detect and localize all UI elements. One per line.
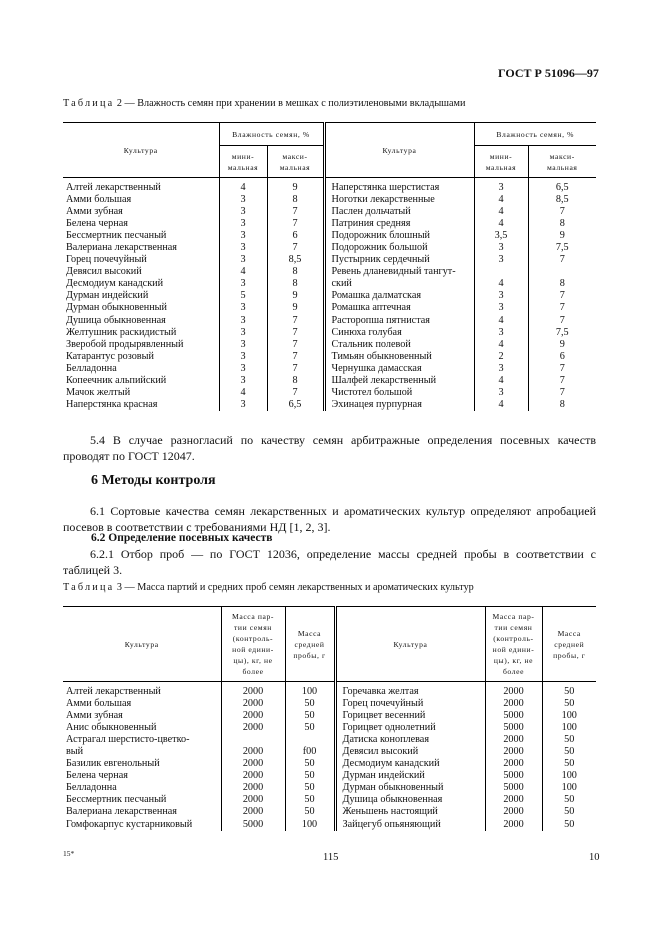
cell-sample-left: 50 bbox=[285, 722, 335, 734]
cell-name-left: Астрагал шерстисто-цветко- bbox=[66, 734, 190, 746]
cell-sample-left: 50 bbox=[285, 794, 335, 806]
table-row bbox=[63, 758, 596, 770]
table-row bbox=[63, 710, 596, 722]
table-row bbox=[63, 230, 596, 242]
cell-min-left: 5 bbox=[219, 290, 267, 302]
cell-min-right: 3 bbox=[474, 387, 528, 399]
table-row bbox=[63, 375, 596, 387]
cell-max-right: 7,5 bbox=[528, 242, 596, 254]
cell-min-left: 3 bbox=[219, 351, 267, 363]
table-row bbox=[63, 178, 596, 195]
cell-min-right: 3 bbox=[474, 327, 528, 339]
cell-sample-right: 50 bbox=[542, 806, 596, 818]
cell-min-left: 3 bbox=[219, 218, 267, 230]
t3-header-sample-right: Масса средней пробы, г bbox=[542, 607, 596, 682]
cell-max-right: 7 bbox=[528, 302, 596, 314]
cell-sample-right: 100 bbox=[542, 782, 596, 794]
cell-min-right bbox=[474, 266, 528, 278]
table-row bbox=[63, 399, 596, 411]
cell-name-right: Наперстянка шерстистая bbox=[324, 178, 474, 195]
cell-name-right: Подорожник большой bbox=[324, 242, 474, 254]
cell-max-left: 8 bbox=[267, 266, 324, 278]
cell-min-left: 4 bbox=[219, 266, 267, 278]
cell-name-left: Алтей лекарственный bbox=[66, 686, 161, 697]
table-row bbox=[63, 339, 596, 351]
cell-name-right: Датиска коноплевая bbox=[335, 734, 485, 746]
cell-sample-left: f00 bbox=[285, 746, 335, 758]
cell-sample-right: 50 bbox=[542, 682, 596, 699]
cell-name-right: Патриния средняя bbox=[324, 218, 474, 230]
cell-min-right: 4 bbox=[474, 278, 528, 290]
cell-min-left: 3 bbox=[219, 302, 267, 314]
cell-lot-left: 2000 bbox=[221, 782, 285, 794]
table-row bbox=[63, 194, 596, 206]
cell-lot-left: 5000 bbox=[221, 819, 285, 831]
cell-name-right: Стальник полевой bbox=[324, 339, 474, 351]
cell-min-right: 4 bbox=[474, 218, 528, 230]
cell-name-left: Валериана лекарственная bbox=[66, 242, 177, 254]
cell-min-left: 3 bbox=[219, 194, 267, 206]
cell-name-left: Алтей лекарственный bbox=[66, 182, 161, 193]
cell-sample-right: 50 bbox=[542, 794, 596, 806]
cell-name-left: Зверобой продырявленный bbox=[66, 338, 184, 350]
table-row bbox=[63, 770, 596, 782]
cell-sample-right: 50 bbox=[542, 734, 596, 746]
table2-caption-text: 2 — Влажность семян при хранении в мешках с полиэтиленовыми вкладышами bbox=[114, 98, 466, 109]
cell-name-left: Амми большая bbox=[66, 194, 132, 206]
cell-lot-left: 2000 bbox=[221, 722, 285, 734]
cell-name-right: Подорожник блошный bbox=[324, 230, 474, 242]
cell-max-right: 7 bbox=[528, 375, 596, 387]
t3-header-lot-left: Масса пар- тии семян (контроль- ной едини- цы), кг, не более bbox=[221, 607, 285, 682]
cell-lot-right: 2000 bbox=[485, 746, 542, 758]
cell-min-left: 3 bbox=[219, 278, 267, 290]
table-row bbox=[63, 682, 596, 699]
cell-name-right: Шалфей лекарственный bbox=[324, 375, 474, 387]
cell-max-right: 7 bbox=[528, 290, 596, 302]
cell-lot-right: 2000 bbox=[485, 734, 542, 746]
cell-name-right: Десмодиум канадский bbox=[335, 758, 485, 770]
cell-name-left: Дурман индейский bbox=[66, 290, 149, 302]
page-number: 115 bbox=[323, 852, 339, 863]
cell-name-right: Душица обыкновенная bbox=[335, 794, 485, 806]
cell-max-left: 7 bbox=[267, 242, 324, 254]
cell-max-left: 8 bbox=[267, 278, 324, 290]
table-row bbox=[63, 698, 596, 710]
cell-max-left: 8 bbox=[267, 375, 324, 387]
cell-name-left: Амми зубная bbox=[66, 206, 123, 218]
cell-lot-right: 2000 bbox=[485, 682, 542, 699]
cell-name-left: Амми зубная bbox=[66, 710, 123, 722]
table-row bbox=[63, 746, 596, 758]
cell-name-right: Горицвет однолетний bbox=[335, 722, 485, 734]
cell-sample-left: 50 bbox=[285, 710, 335, 722]
cell-name-left: Дурман обыкновенный bbox=[66, 302, 167, 314]
t2-header-max-left: макси- мальная bbox=[267, 146, 324, 178]
cell-min-left: 3 bbox=[219, 206, 267, 218]
subsection-heading-6-2: 6.2 Определение посевных качеств bbox=[91, 532, 273, 544]
cell-max-left: 9 bbox=[267, 290, 324, 302]
cell-name-left: Бессмертник песчаный bbox=[66, 794, 167, 806]
cell-min-left: 3 bbox=[219, 327, 267, 339]
cell-max-right: 8 bbox=[528, 218, 596, 230]
section-heading-6: 6 Методы контроля bbox=[91, 473, 216, 488]
cell-name-left: Белладонна bbox=[66, 782, 117, 794]
cell-name-right: ский bbox=[324, 278, 474, 290]
cell-max-left: 7 bbox=[267, 363, 324, 375]
cell-min-left: 3 bbox=[219, 242, 267, 254]
cell-name-left: Белладонна bbox=[66, 362, 117, 374]
table3-caption-text: 3 — Масса партий и средних проб семян лекарственных и ароматических культур bbox=[114, 582, 474, 593]
cell-max-left: 7 bbox=[267, 327, 324, 339]
cell-name-right: Горицвет весенний bbox=[335, 710, 485, 722]
cell-max-right: 9 bbox=[528, 230, 596, 242]
cell-sample-right: 100 bbox=[542, 722, 596, 734]
cell-name-right: Дурман индейский bbox=[335, 770, 485, 782]
cell-min-right: 3 bbox=[474, 363, 528, 375]
cell-min-right: 4 bbox=[474, 194, 528, 206]
cell-max-right: 6,5 bbox=[528, 178, 596, 195]
table-row bbox=[63, 782, 596, 794]
cell-name-left: Душица обыкновенная bbox=[66, 314, 166, 326]
table-row bbox=[63, 254, 596, 266]
cell-name-left: Валериана лекарственная bbox=[66, 806, 177, 818]
table-row bbox=[63, 734, 596, 746]
cell-name-left: Катарантус розовый bbox=[66, 350, 154, 362]
cell-name-right: Горец почечуйный bbox=[335, 698, 485, 710]
cell-sample-right: 100 bbox=[542, 770, 596, 782]
table-row bbox=[63, 266, 596, 278]
t3-header-sample-left: Масса средней пробы, г bbox=[285, 607, 335, 682]
cell-lot-right: 5000 bbox=[485, 782, 542, 794]
cell-sample-left: 100 bbox=[285, 682, 335, 699]
cell-max-left: 6 bbox=[267, 230, 324, 242]
table2 bbox=[63, 122, 596, 411]
cell-lot-right: 2000 bbox=[485, 819, 542, 831]
cell-max-right: 9 bbox=[528, 339, 596, 351]
cell-name-right: Ревень дланевидный тангут- bbox=[324, 266, 474, 278]
cell-lot-left: 2000 bbox=[221, 806, 285, 818]
t2-header-min-right: мини- мальная bbox=[474, 146, 528, 178]
table2-caption bbox=[63, 98, 465, 109]
cell-name-right: Эхинацея пурпурная bbox=[324, 399, 474, 411]
cell-lot-right: 5000 bbox=[485, 710, 542, 722]
table2-caption-word: Таблица bbox=[63, 98, 115, 109]
cell-name-right: Девясил высокий bbox=[335, 746, 485, 758]
cell-max-right bbox=[528, 266, 596, 278]
table-row bbox=[63, 794, 596, 806]
table-row bbox=[63, 278, 596, 290]
cell-max-left: 7 bbox=[267, 387, 324, 399]
cell-max-left: 9 bbox=[267, 302, 324, 314]
paragraph-6-1: 6.1 Сортовые качества семян лекарственных и ароматических культур определяют апробацией посевов в соответствии с требованиями НД [1, 2, 3]. bbox=[63, 504, 596, 534]
cell-name-right: Чернушка дамасская bbox=[324, 363, 474, 375]
cell-name-right: Синюха голубая bbox=[324, 327, 474, 339]
cell-sample-left bbox=[285, 734, 335, 746]
table3 bbox=[63, 606, 596, 831]
t2-header-culture-left: Культура bbox=[63, 123, 219, 178]
cell-lot-left: 2000 bbox=[221, 746, 285, 758]
cell-lot-right: 5000 bbox=[485, 770, 542, 782]
cell-min-left: 4 bbox=[219, 178, 267, 195]
cell-name-left: Копеечник альпийский bbox=[66, 374, 167, 386]
t2-header-moisture-left: Влажность семян, % bbox=[219, 123, 324, 146]
table-row bbox=[63, 387, 596, 399]
cell-max-left: 7 bbox=[267, 339, 324, 351]
cell-lot-left: 2000 bbox=[221, 682, 285, 699]
t2-header-max-right: макси- мальная bbox=[528, 146, 596, 178]
cell-min-left: 3 bbox=[219, 375, 267, 387]
cell-max-left: 8 bbox=[267, 194, 324, 206]
t3-header-culture-right: Культура bbox=[335, 607, 485, 682]
cell-min-left: 3 bbox=[219, 230, 267, 242]
table-row bbox=[63, 206, 596, 218]
table-row bbox=[63, 327, 596, 339]
t3-header-culture-left: Культура bbox=[63, 607, 221, 682]
cell-name-left: Наперстянка красная bbox=[66, 398, 158, 410]
cell-sample-left: 50 bbox=[285, 758, 335, 770]
cell-max-right: 8,5 bbox=[528, 194, 596, 206]
cell-lot-left: 2000 bbox=[221, 758, 285, 770]
paragraph-5-4: 5.4 В случае разногласий по качеству семян арбитражные определения посевных качеств проводят по ГОСТ 12047. bbox=[63, 433, 596, 463]
cell-lot-right: 5000 bbox=[485, 722, 542, 734]
cell-max-left: 7 bbox=[267, 315, 324, 327]
cell-lot-left: 2000 bbox=[221, 698, 285, 710]
cell-max-right: 7 bbox=[528, 254, 596, 266]
cell-max-left: 7 bbox=[267, 351, 324, 363]
cell-max-right: 8 bbox=[528, 399, 596, 411]
cell-lot-right: 2000 bbox=[485, 758, 542, 770]
cell-max-right: 7 bbox=[528, 315, 596, 327]
t2-header-min-left: мини- мальная bbox=[219, 146, 267, 178]
cell-name-left: Девясил высокий bbox=[66, 266, 142, 278]
table3-body bbox=[63, 682, 596, 831]
cell-min-left: 3 bbox=[219, 254, 267, 266]
table-row bbox=[63, 218, 596, 230]
cell-lot-left: 2000 bbox=[221, 710, 285, 722]
cell-lot-left: 2000 bbox=[221, 770, 285, 782]
cell-sample-left: 100 bbox=[285, 819, 335, 831]
cell-min-right: 3 bbox=[474, 290, 528, 302]
table3-caption bbox=[63, 582, 474, 593]
cell-min-right: 3,5 bbox=[474, 230, 528, 242]
cell-lot-right: 2000 bbox=[485, 806, 542, 818]
cell-name-right: Чистотел большой bbox=[324, 387, 474, 399]
cell-name-right: Паслен дольчатый bbox=[324, 206, 474, 218]
cell-name-right: Расторопша пятнистая bbox=[324, 315, 474, 327]
cell-name-left: Белена черная bbox=[66, 770, 128, 782]
table-row bbox=[63, 819, 596, 831]
cell-max-left: 7 bbox=[267, 218, 324, 230]
cell-min-left: 3 bbox=[219, 315, 267, 327]
cell-name-left: Белена черная bbox=[66, 218, 128, 230]
cell-name-left: Десмодиум канадский bbox=[66, 278, 164, 290]
cell-sample-right: 50 bbox=[542, 758, 596, 770]
cell-name-right: Дурман обыкновенный bbox=[335, 782, 485, 794]
cell-name-left: Желтушник раскидистый bbox=[66, 326, 177, 338]
t3-header-lot-right: Масса пар- тии семян (контроль- ной едини- цы), кг, не более bbox=[485, 607, 542, 682]
cell-lot-right: 2000 bbox=[485, 794, 542, 806]
cell-min-left: 3 bbox=[219, 363, 267, 375]
footer-left: 15* bbox=[63, 849, 75, 858]
cell-min-left: 3 bbox=[219, 399, 267, 411]
cell-name-left: Анис обыкновенный bbox=[66, 722, 157, 734]
table-row bbox=[63, 302, 596, 314]
cell-sample-left: 50 bbox=[285, 806, 335, 818]
cell-min-right: 2 bbox=[474, 351, 528, 363]
cell-name-left: Горец почечуйный bbox=[66, 254, 147, 266]
cell-name-left: вый bbox=[66, 746, 84, 758]
table-row bbox=[63, 242, 596, 254]
cell-sample-left: 50 bbox=[285, 770, 335, 782]
cell-name-left: Гомфокарпус кустарниковый bbox=[66, 818, 193, 830]
cell-name-right: Женьшень настоящий bbox=[335, 806, 485, 818]
cell-min-right: 3 bbox=[474, 302, 528, 314]
cell-max-left: 6,5 bbox=[267, 399, 324, 411]
cell-lot-right: 2000 bbox=[485, 698, 542, 710]
cell-name-right: Тимьян обыкновенный bbox=[324, 351, 474, 363]
cell-max-right: 7,5 bbox=[528, 327, 596, 339]
cell-lot-left bbox=[221, 734, 285, 746]
table-row bbox=[63, 351, 596, 363]
cell-sample-left: 50 bbox=[285, 698, 335, 710]
cell-name-right: Ромашка аптечная bbox=[324, 302, 474, 314]
cell-lot-left: 2000 bbox=[221, 794, 285, 806]
cell-name-right: Ноготки лекарственные bbox=[324, 194, 474, 206]
cell-min-right: 3 bbox=[474, 178, 528, 195]
table-row bbox=[63, 806, 596, 818]
cell-name-left: Амми большая bbox=[66, 698, 132, 710]
cell-max-right: 6 bbox=[528, 351, 596, 363]
cell-name-right: Ромашка далматская bbox=[324, 290, 474, 302]
cell-sample-right: 50 bbox=[542, 698, 596, 710]
cell-max-left: 7 bbox=[267, 206, 324, 218]
cell-max-right: 7 bbox=[528, 206, 596, 218]
cell-min-left: 3 bbox=[219, 339, 267, 351]
cell-name-left: Мачок желтый bbox=[66, 386, 131, 398]
footer-right: 10 bbox=[589, 852, 600, 863]
cell-name-right: Зайцегуб опьяняющий bbox=[335, 819, 485, 831]
cell-max-left: 8,5 bbox=[267, 254, 324, 266]
table3-caption-word: Таблица bbox=[63, 582, 115, 593]
cell-min-right: 4 bbox=[474, 399, 528, 411]
table-row bbox=[63, 290, 596, 302]
table-row bbox=[63, 722, 596, 734]
cell-min-right: 4 bbox=[474, 315, 528, 327]
paragraph-6-2-1: 6.2.1 Отбор проб — по ГОСТ 12036, определение массы средней пробы в соответствии с таблицей 3. bbox=[63, 547, 596, 577]
cell-name-left: Бессмертник песчаный bbox=[66, 230, 167, 242]
cell-sample-right: 50 bbox=[542, 819, 596, 831]
cell-max-right: 7 bbox=[528, 363, 596, 375]
cell-sample-left: 50 bbox=[285, 782, 335, 794]
cell-min-right: 3 bbox=[474, 254, 528, 266]
table2-body bbox=[63, 178, 596, 411]
cell-max-right: 7 bbox=[528, 387, 596, 399]
cell-name-left: Базилик евгенольный bbox=[66, 758, 160, 770]
cell-min-right: 4 bbox=[474, 206, 528, 218]
table-row bbox=[63, 363, 596, 375]
t2-header-culture-right: Культура bbox=[324, 123, 474, 178]
cell-sample-right: 50 bbox=[542, 746, 596, 758]
table-row bbox=[63, 315, 596, 327]
cell-max-left: 9 bbox=[267, 178, 324, 195]
document-id: ГОСТ Р 51096—97 bbox=[498, 66, 599, 80]
cell-name-right: Пустырник сердечный bbox=[324, 254, 474, 266]
cell-min-left: 4 bbox=[219, 387, 267, 399]
t2-header-moisture-right: Влажность семян, % bbox=[474, 123, 596, 146]
cell-min-right: 4 bbox=[474, 339, 528, 351]
cell-max-right: 8 bbox=[528, 278, 596, 290]
cell-min-right: 3 bbox=[474, 242, 528, 254]
cell-name-right: Горечавка желтая bbox=[335, 682, 485, 699]
cell-sample-right: 100 bbox=[542, 710, 596, 722]
cell-min-right: 4 bbox=[474, 375, 528, 387]
